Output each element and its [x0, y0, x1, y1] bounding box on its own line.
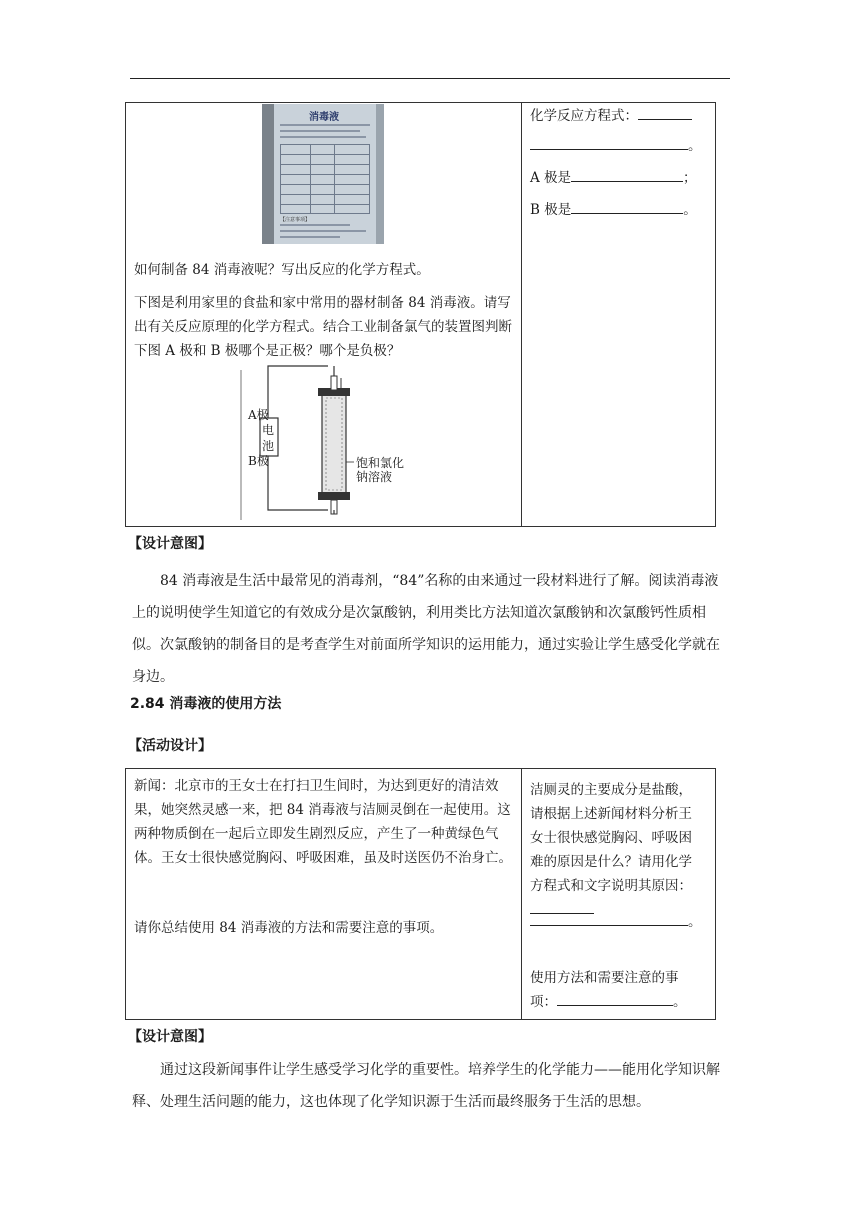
design-intent-heading-2: 【设计意图】 [128, 1029, 212, 1045]
electrode-b-answer-label: B 极是 [530, 202, 572, 218]
electrode-a-end: ； [683, 170, 697, 186]
electrode-a-blank[interactable] [571, 167, 683, 182]
electrode-a-answer-label: A 极是 [530, 170, 572, 186]
equation-label: 化学反应方程式： [530, 108, 638, 124]
electrode-b-answer [530, 198, 710, 222]
usage-answer [530, 966, 698, 1014]
usage-question: 请你总结使用 84 消毒液的方法和需要注意的事项。 [134, 920, 444, 936]
electrode-a-answer [530, 166, 710, 190]
electrode-b-end: 。 [683, 202, 697, 218]
usage-answer-label: 使用方法和需要注意的事项： [530, 970, 679, 1010]
table-usage-divider [521, 768, 522, 1020]
electrode-b-label: B极 [248, 454, 269, 468]
cleaner-question-text: 洁厕灵的主要成分是盐酸，请根据上述新闻材料分析王女士很快感觉胸闷、呼吸困难的原因是什么？请用化学方程式和文字说明其原因： [530, 782, 692, 894]
electrode-a-label: A极 [248, 408, 269, 422]
solution-label-1: 饱和氯化 [356, 456, 405, 470]
equation-blank-1[interactable] [638, 105, 692, 120]
electrode-b-blank[interactable] [571, 199, 683, 214]
usage-blank[interactable] [557, 991, 673, 1006]
reason-blank-2[interactable] [530, 911, 688, 926]
disinfectant-label-photo [262, 104, 384, 244]
equation-blank-2[interactable] [530, 135, 688, 150]
equation-end-mark: 。 [688, 138, 702, 154]
question-electrolysis: 下图是利用家里的食盐和家中常用的器材制备 84 消毒液。请写出有关反应原理的化学方程式。结合工业制备氯气的装置图判断下图 A 极和 B 极哪个是正极？哪个是负极？ [134, 295, 512, 359]
design-intent-paragraph-2: 通过这段新闻事件让学生感受学习化学的重要性。培养学生的化学能力——能用化学知识解释、处理生活问题的能力，这也体现了化学知识源于生活而最终服务于生活的思想。 [132, 1062, 720, 1110]
equation-prompt [530, 104, 710, 128]
solution-label-2: 钠溶液 [356, 470, 393, 484]
activity-design-heading: 【活动设计】 [128, 738, 212, 754]
reason-end-mark: 。 [688, 914, 702, 930]
news-text: 新闻：北京市的王女士在打扫卫生间时，为达到更好的清洁效果，她突然灵感一来，把 84 消毒液与洁厕灵倒在一起使用。这两种物质倒在一起后立即发生剧烈反应，产生了一种黄绿色气体。王女士很快感觉胸闷、呼吸困难，虽及时送医仍不治身亡。 [134, 778, 512, 866]
equation-line-2 [530, 134, 710, 158]
photo-label-title: 消毒液 [309, 112, 339, 123]
section-2-title: 2.84 消毒液的使用方法 [130, 696, 282, 712]
battery-label: 电池 [262, 423, 275, 453]
header-rule [130, 78, 730, 79]
photo-note: 【注意事项】 [280, 217, 311, 223]
cleaner-question [530, 778, 698, 922]
reason-line-2 [530, 910, 710, 934]
table-prep-divider [521, 102, 522, 527]
design-intent-heading-1: 【设计意图】 [128, 536, 212, 552]
usage-end-mark: 。 [673, 994, 687, 1010]
question-prep: 如何制备 84 消毒液呢？写出反应的化学方程式。 [134, 262, 430, 278]
design-intent-paragraph-1: 84 消毒液是生活中最常见的消毒剂，“84”名称的由来通过一段材料进行了解。阅读消毒液上的说明使学生知道它的有效成分是次氯酸钠，利用类比方法知道次氯酸钠和次氯酸钙性质相似。次氯酸钠的制备目的是考查学生对前面所学知识的运用能力，通过实验让学生感受化学就在身边。 [132, 573, 720, 685]
electrolysis-diagram [238, 358, 418, 520]
